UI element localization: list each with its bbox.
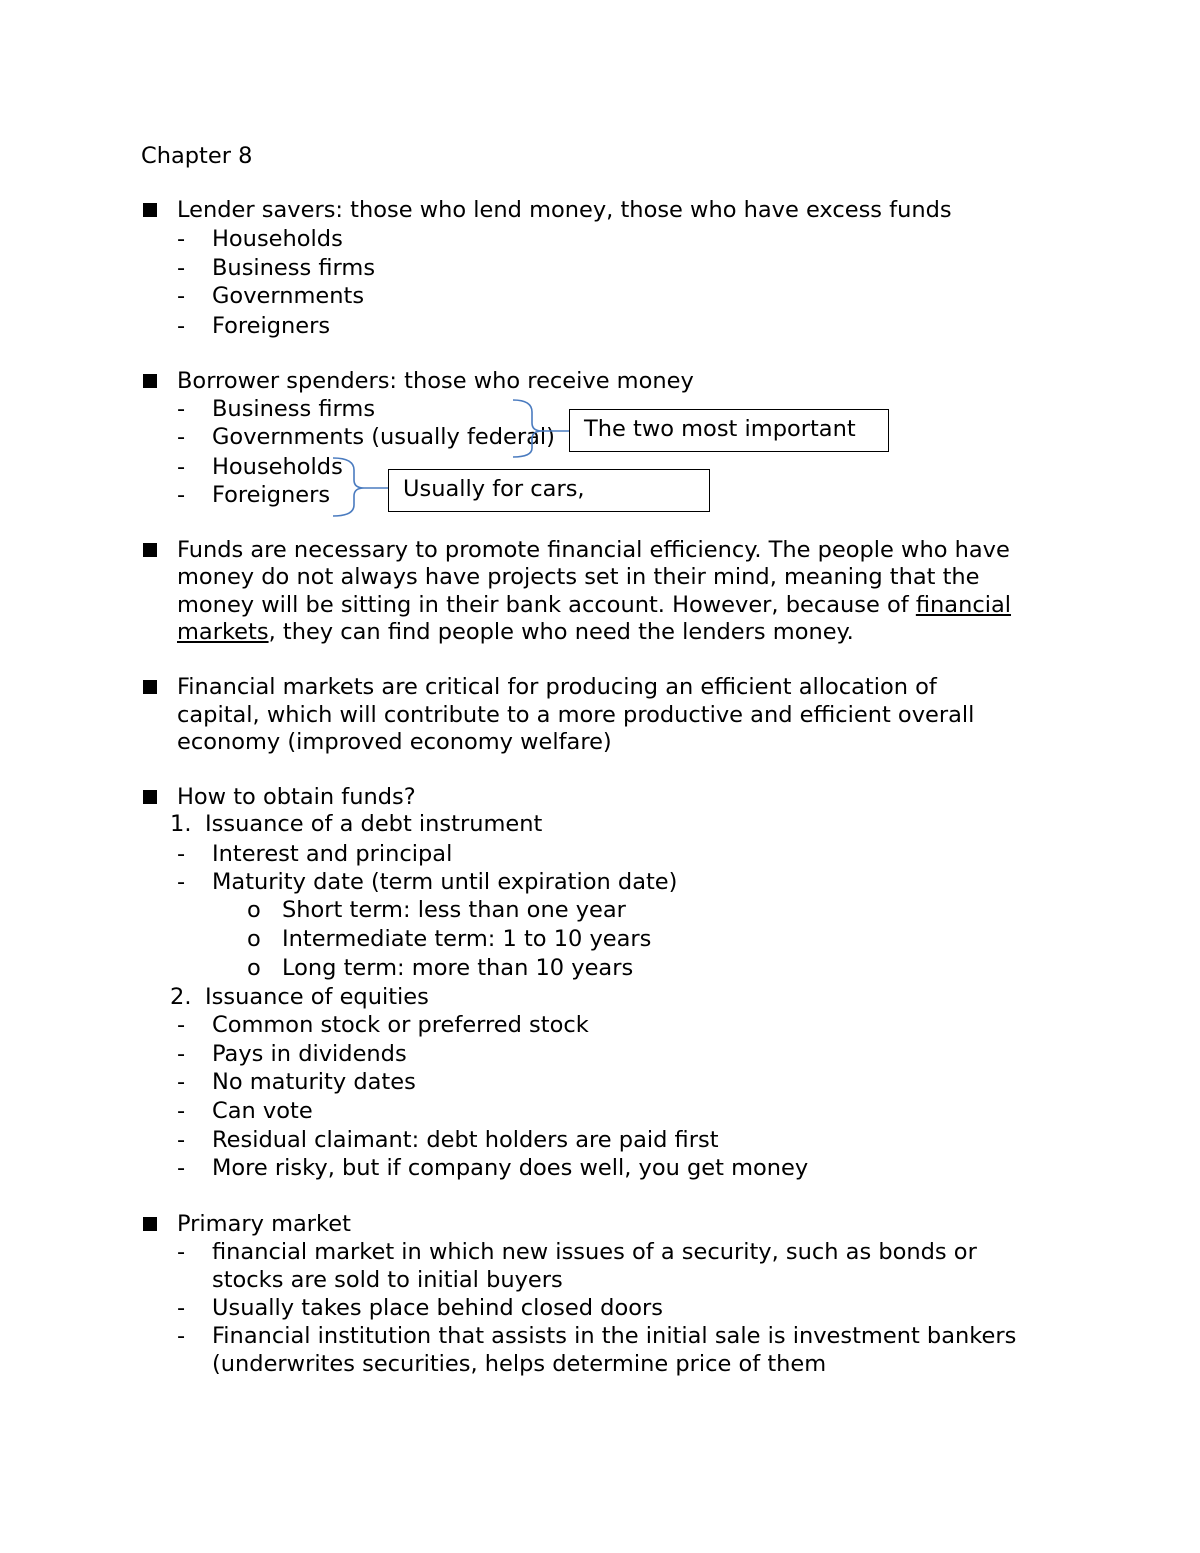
debt-title: Issuance of a debt instrument xyxy=(205,811,543,837)
equity-item: Can vote xyxy=(212,1098,313,1124)
debt-item: Interest and principal xyxy=(212,841,453,867)
primary-item: (underwrites securities, helps determine price of them xyxy=(212,1351,827,1377)
funds-text: , they can find people who need the lenders money. xyxy=(268,619,854,645)
obtain-heading: How to obtain funds? xyxy=(177,784,416,810)
lender-item: Business firms xyxy=(212,255,376,281)
underlined-term: markets xyxy=(177,619,269,645)
primary-item: Financial institution that assists in the initial sale is investment bankers xyxy=(212,1323,1017,1349)
dash-mark: - xyxy=(177,1098,186,1124)
bullet-square xyxy=(143,680,157,694)
lender-item: Governments xyxy=(212,283,365,309)
equity-item: Pays in dividends xyxy=(212,1041,407,1067)
funds-line: Funds are necessary to promote financial efficiency. The people who have xyxy=(177,537,1010,563)
circle-mark: o xyxy=(247,955,261,981)
dash-mark: - xyxy=(177,226,186,252)
dash-mark: - xyxy=(177,869,186,895)
primary-item: stocks are sold to initial buyers xyxy=(212,1267,563,1293)
dash-mark: - xyxy=(177,283,186,309)
debt-subitem: Long term: more than 10 years xyxy=(282,955,634,981)
annotation-text: Usually for cars, xyxy=(403,476,585,502)
dash-mark: - xyxy=(177,1155,186,1181)
borrower-item: Households xyxy=(212,454,343,480)
brace-bottom xyxy=(333,458,388,516)
annotation-text: The two most important xyxy=(584,416,856,442)
dash-mark: - xyxy=(177,313,186,339)
funds-text: money will be sitting in their bank account. However, because of xyxy=(177,592,916,618)
dash-mark: - xyxy=(177,424,186,450)
bullet-square xyxy=(143,543,157,557)
dash-mark: - xyxy=(177,841,186,867)
circle-mark: o xyxy=(247,926,261,952)
list-number: 1. xyxy=(170,811,192,837)
dash-mark: - xyxy=(177,482,186,508)
equity-item: No maturity dates xyxy=(212,1069,416,1095)
borrower-item: Governments (usually federal) xyxy=(212,424,555,450)
debt-item: Maturity date (term until expiration date) xyxy=(212,869,678,895)
borrower-item: Business firms xyxy=(212,396,376,422)
page-title: Chapter 8 xyxy=(141,143,253,169)
brace-top xyxy=(513,400,569,457)
dash-mark: - xyxy=(177,1041,186,1067)
borrower-item: Foreigners xyxy=(212,482,331,508)
primary-item: Usually takes place behind closed doors xyxy=(212,1295,663,1321)
underlined-term: financial xyxy=(915,592,1011,618)
equity-item: Common stock or preferred stock xyxy=(212,1012,589,1038)
equity-title: Issuance of equities xyxy=(205,984,429,1010)
primary-heading: Primary market xyxy=(177,1211,351,1237)
debt-subitem: Short term: less than one year xyxy=(282,897,626,923)
bullet-square xyxy=(143,790,157,804)
dash-mark: - xyxy=(177,1127,186,1153)
lenders-heading: Lender savers: those who lend money, those who have excess funds xyxy=(177,197,952,223)
dash-mark: - xyxy=(177,255,186,281)
primary-item: financial market in which new issues of a security, such as bonds or xyxy=(212,1239,977,1265)
funds-line xyxy=(177,621,854,644)
dash-mark: - xyxy=(177,1239,186,1265)
equity-item: More risky, but if company does well, you get money xyxy=(212,1155,809,1181)
dash-mark: - xyxy=(177,1069,186,1095)
debt-subitem: Intermediate term: 1 to 10 years xyxy=(282,926,652,952)
funds-line: money do not always have projects set in their mind, meaning that the xyxy=(177,564,980,590)
markets-line: capital, which will contribute to a more productive and efficient overall xyxy=(177,702,975,728)
dash-mark: - xyxy=(177,454,186,480)
list-number: 2. xyxy=(170,984,192,1010)
circle-mark: o xyxy=(247,897,261,923)
lender-item: Foreigners xyxy=(212,313,331,339)
lender-item: Households xyxy=(212,226,343,252)
annotation-box-cars xyxy=(388,469,710,512)
bullet-square xyxy=(143,1217,157,1231)
borrowers-heading: Borrower spenders: those who receive money xyxy=(177,368,694,394)
dash-mark: - xyxy=(177,1012,186,1038)
dash-mark: - xyxy=(177,1323,186,1349)
dash-mark: - xyxy=(177,396,186,422)
markets-line: economy (improved economy welfare) xyxy=(177,729,612,755)
equity-item: Residual claimant: debt holders are paid first xyxy=(212,1127,719,1153)
dash-mark: - xyxy=(177,1295,186,1321)
annotation-box-important xyxy=(569,409,889,452)
funds-line xyxy=(177,594,1011,617)
markets-line: Financial markets are critical for producing an efficient allocation of xyxy=(177,674,937,700)
